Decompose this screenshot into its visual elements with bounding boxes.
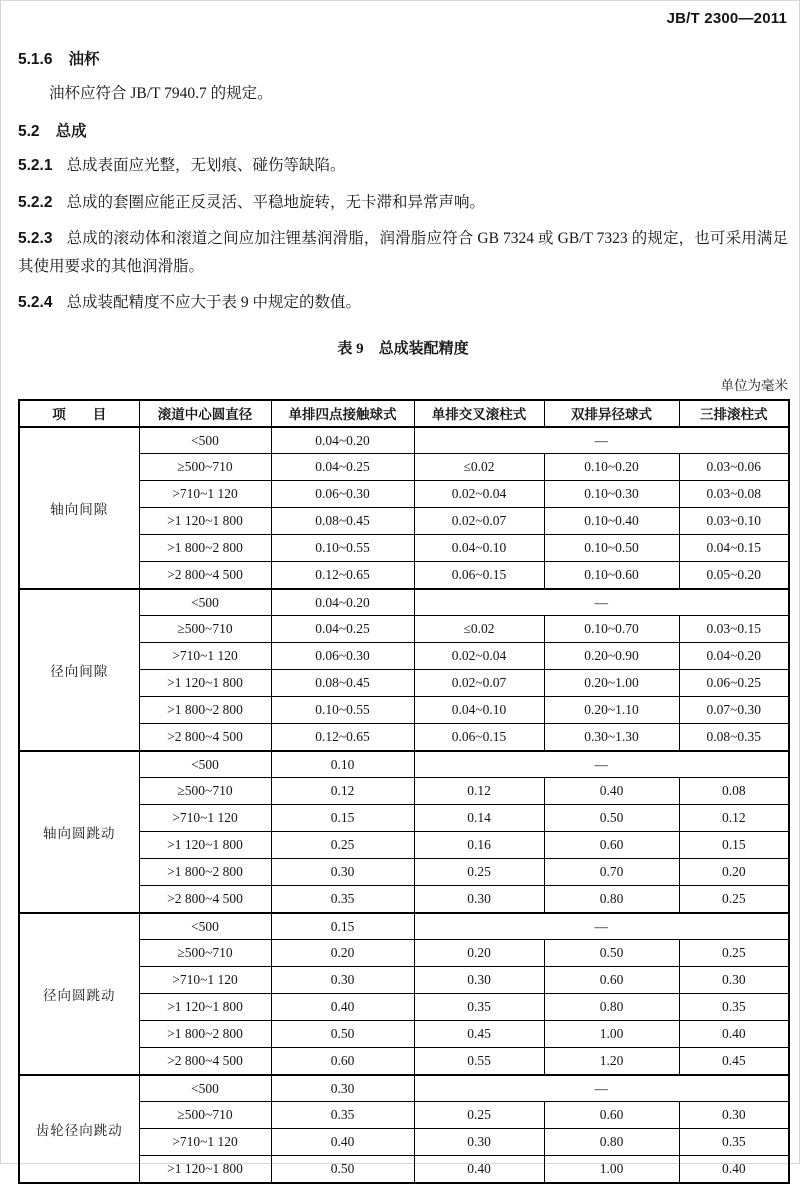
table-group <box>19 913 789 1075</box>
paragraph-oil-cup: 油杯应符合 JB/T 7940.7 的规定。 <box>49 85 273 103</box>
table-cell: 0.30 <box>679 1102 789 1129</box>
table-cell: 0.45 <box>679 1048 789 1075</box>
column-header: 单排四点接触球式 <box>271 400 414 427</box>
table-cell: ≥500~710 <box>139 778 271 805</box>
clause-number: 5.2 <box>18 122 40 140</box>
item-group-label: 径向圆跳动 <box>19 913 139 1075</box>
table-cell: >1 120~1 800 <box>139 1156 271 1183</box>
table-cell: 0.80 <box>544 1129 679 1156</box>
column-header: 滚道中心圆直径 <box>139 400 271 427</box>
table-cell: 0.20 <box>679 859 789 886</box>
table-row <box>19 1075 789 1102</box>
table-cell: 0.80 <box>544 886 679 913</box>
table-cell: 0.30 <box>271 967 414 994</box>
table-cell: 0.30 <box>414 1129 544 1156</box>
table-cell: 0.04~0.10 <box>414 535 544 562</box>
table-cell: 0.08~0.45 <box>271 670 414 697</box>
table-cell: 0.06~0.15 <box>414 724 544 751</box>
table-cell: >710~1 120 <box>139 967 271 994</box>
table-cell: >2 800~4 500 <box>139 1048 271 1075</box>
clause-text: 总成表面应光整，无划痕、碰伤等缺陷。 <box>66 157 346 175</box>
clause-title: 总成 <box>55 122 87 140</box>
table-cell: 0.03~0.06 <box>679 454 789 481</box>
table-cell: 0.40 <box>679 1021 789 1048</box>
table-cell: 0.10~0.60 <box>544 562 679 589</box>
table-cell: 0.02~0.04 <box>414 643 544 670</box>
table-cell: ≥500~710 <box>139 616 271 643</box>
doc-number: JB/T 2300—2011 <box>666 10 787 27</box>
clause-text: 总成的套圈应能正反灵活、平稳地旋转，无卡滞和异常声响。 <box>66 193 485 211</box>
table-cell: >710~1 120 <box>139 805 271 832</box>
clause-number: 5.2.2 <box>18 193 53 211</box>
table-row <box>19 913 789 940</box>
table-cell: >1 120~1 800 <box>139 832 271 859</box>
table-cell: 0.40 <box>414 1156 544 1183</box>
clause-text: 总成的滚动体和滚道之间应加注锂基润滑脂，润滑脂应符合 GB 7324 或 GB/T 7323 的规定，也可采用满足其使用要求的其他润滑脂。 <box>18 230 788 275</box>
table-cell: <500 <box>139 751 271 778</box>
table-cell: <500 <box>139 589 271 616</box>
table-cell: 0.40 <box>544 778 679 805</box>
table-cell: 0.30 <box>271 1075 414 1102</box>
table-cell: ≤0.02 <box>414 454 544 481</box>
clause-number: 5.2.4 <box>18 294 53 312</box>
table-cell: >710~1 120 <box>139 643 271 670</box>
table-cell: 0.12 <box>679 805 789 832</box>
table-cell: 0.10~0.50 <box>544 535 679 562</box>
column-header: 双排异径球式 <box>544 400 679 427</box>
clause-text: 总成装配精度不应大于表 9 中规定的数值。 <box>66 294 361 312</box>
table-cell: 0.25 <box>414 859 544 886</box>
clause-5-2-1 <box>18 152 788 180</box>
table-cell: 0.30 <box>679 967 789 994</box>
table-cell: 0.10~0.70 <box>544 616 679 643</box>
clause-5-2-3 <box>18 225 788 280</box>
table-cell: 0.50 <box>271 1156 414 1183</box>
table-cell: 0.12 <box>271 778 414 805</box>
item-group-label: 轴向圆跳动 <box>19 751 139 913</box>
table-cell: 0.20~0.90 <box>544 643 679 670</box>
clause-number: 5.2.1 <box>18 157 53 175</box>
table-cell: >1 800~2 800 <box>139 697 271 724</box>
table-cell: 0.12~0.65 <box>271 562 414 589</box>
table-cell: 0.40 <box>271 994 414 1021</box>
table-cell: 1.00 <box>544 1021 679 1048</box>
table-cell: 0.40 <box>271 1129 414 1156</box>
table-cell: <500 <box>139 913 271 940</box>
table-cell: 0.30 <box>271 859 414 886</box>
table-cell: 0.20~1.10 <box>544 697 679 724</box>
table-cell: 0.02~0.07 <box>414 508 544 535</box>
table-cell: 1.20 <box>544 1048 679 1075</box>
table-cell: 0.40 <box>679 1156 789 1183</box>
table-cell: 0.04~0.20 <box>271 427 414 454</box>
table-group <box>19 751 789 913</box>
table-group <box>19 427 789 589</box>
table-cell: 0.15 <box>271 913 414 940</box>
column-header: 三排滚柱式 <box>679 400 789 427</box>
table-cell: 0.06~0.30 <box>271 481 414 508</box>
column-header: 单排交叉滚柱式 <box>414 400 544 427</box>
table-row <box>19 589 789 616</box>
heading-5-1-6 <box>18 48 788 71</box>
table-cell: 0.10~0.40 <box>544 508 679 535</box>
table-cell: >1 800~2 800 <box>139 1021 271 1048</box>
table-cell: >710~1 120 <box>139 481 271 508</box>
table-cell: 0.10 <box>271 751 414 778</box>
clause-5-2-2 <box>18 189 788 217</box>
table-cell: 0.08 <box>679 778 789 805</box>
table-cell: 0.10~0.20 <box>544 454 679 481</box>
table-row <box>19 427 789 454</box>
table-cell: 0.03~0.08 <box>679 481 789 508</box>
table-cell: 0.10~0.30 <box>544 481 679 508</box>
table-cell: 0.04~0.25 <box>271 616 414 643</box>
table-cell: >1 120~1 800 <box>139 670 271 697</box>
table-cell: <500 <box>139 427 271 454</box>
table-cell: 0.16 <box>414 832 544 859</box>
table-cell: >2 800~4 500 <box>139 562 271 589</box>
table-cell: 0.14 <box>414 805 544 832</box>
table-cell: >2 800~4 500 <box>139 724 271 751</box>
table-cell: 0.35 <box>271 1102 414 1129</box>
table-cell: 0.12~0.65 <box>271 724 414 751</box>
table-cell: 0.15 <box>271 805 414 832</box>
page-content <box>18 48 788 1184</box>
table-cell: — <box>414 589 789 616</box>
table-header-row <box>19 400 789 427</box>
table-cell: 0.04~0.15 <box>679 535 789 562</box>
table-cell: 0.20 <box>414 940 544 967</box>
table-cell: 0.25 <box>414 1102 544 1129</box>
table-cell: >2 800~4 500 <box>139 886 271 913</box>
table-cell: ≥500~710 <box>139 940 271 967</box>
table-cell: 0.05~0.20 <box>679 562 789 589</box>
table-cell: 0.30~1.30 <box>544 724 679 751</box>
table-cell: — <box>414 427 789 454</box>
clause-number: 5.2.3 <box>18 230 53 248</box>
table-cell: — <box>414 913 789 940</box>
table-cell: 0.60 <box>544 1102 679 1129</box>
table-cell: 0.03~0.15 <box>679 616 789 643</box>
table-cell: 0.25 <box>271 832 414 859</box>
table-row <box>19 751 789 778</box>
item-group-label: 齿轮径向跳动 <box>19 1075 139 1183</box>
table-cell: 0.04~0.10 <box>414 697 544 724</box>
table-cell: 0.25 <box>679 886 789 913</box>
table-cell: 0.04~0.20 <box>679 643 789 670</box>
table-cell: 1.00 <box>544 1156 679 1183</box>
table-cell: 0.03~0.10 <box>679 508 789 535</box>
table-cell: 0.20~1.00 <box>544 670 679 697</box>
table-title: 表 9 总成装配精度 <box>337 340 469 357</box>
table-cell: 0.12 <box>414 778 544 805</box>
table-cell: 0.06~0.25 <box>679 670 789 697</box>
table-cell: 0.30 <box>414 886 544 913</box>
clause-5-2-4 <box>18 289 788 317</box>
table-cell: 0.50 <box>544 940 679 967</box>
table-cell: 0.35 <box>271 886 414 913</box>
table-cell: 0.30 <box>414 967 544 994</box>
table-cell: 0.45 <box>414 1021 544 1048</box>
table-cell: 0.35 <box>679 994 789 1021</box>
table-cell: ≥500~710 <box>139 454 271 481</box>
item-group-label: 轴向间隙 <box>19 427 139 589</box>
table-cell: ≥500~710 <box>139 1102 271 1129</box>
table-cell: 0.60 <box>271 1048 414 1075</box>
table-cell: 0.10~0.55 <box>271 697 414 724</box>
table-cell: 0.04~0.20 <box>271 589 414 616</box>
table-cell: 0.35 <box>679 1129 789 1156</box>
table-cell: 0.50 <box>544 805 679 832</box>
table-cell: 0.10~0.55 <box>271 535 414 562</box>
unit-note: 单位为毫米 <box>720 377 788 393</box>
table-group <box>19 589 789 751</box>
table-cell: 0.06~0.15 <box>414 562 544 589</box>
table-cell: >1 800~2 800 <box>139 859 271 886</box>
clause-title: 油杯 <box>68 51 100 68</box>
assembly-accuracy-table <box>18 399 790 1184</box>
heading-5-2 <box>18 120 788 143</box>
table-cell: — <box>414 1075 789 1102</box>
table-cell: 0.35 <box>414 994 544 1021</box>
table-cell: ≤0.02 <box>414 616 544 643</box>
column-header: 项 目 <box>19 400 139 427</box>
table-cell: <500 <box>139 1075 271 1102</box>
table-cell: 0.07~0.30 <box>679 697 789 724</box>
table-cell: 0.55 <box>414 1048 544 1075</box>
table-cell: 0.60 <box>544 967 679 994</box>
table-cell: 0.25 <box>679 940 789 967</box>
item-group-label: 径向间隙 <box>19 589 139 751</box>
table-cell: 0.80 <box>544 994 679 1021</box>
table-group <box>19 1075 789 1183</box>
table-cell: 0.08~0.35 <box>679 724 789 751</box>
table-cell: 0.70 <box>544 859 679 886</box>
table-cell: 0.06~0.30 <box>271 643 414 670</box>
table-cell: 0.20 <box>271 940 414 967</box>
table-cell: >710~1 120 <box>139 1129 271 1156</box>
table-cell: >1 120~1 800 <box>139 508 271 535</box>
table-cell: 0.08~0.45 <box>271 508 414 535</box>
table-cell: 0.04~0.25 <box>271 454 414 481</box>
table-cell: — <box>414 751 789 778</box>
table-cell: 0.02~0.04 <box>414 481 544 508</box>
table-cell: 0.15 <box>679 832 789 859</box>
table-cell: 0.60 <box>544 832 679 859</box>
table-cell: 0.02~0.07 <box>414 670 544 697</box>
table-cell: 0.50 <box>271 1021 414 1048</box>
table-cell: >1 800~2 800 <box>139 535 271 562</box>
table-cell: >1 120~1 800 <box>139 994 271 1021</box>
clause-number: 5.1.6 <box>18 51 53 68</box>
